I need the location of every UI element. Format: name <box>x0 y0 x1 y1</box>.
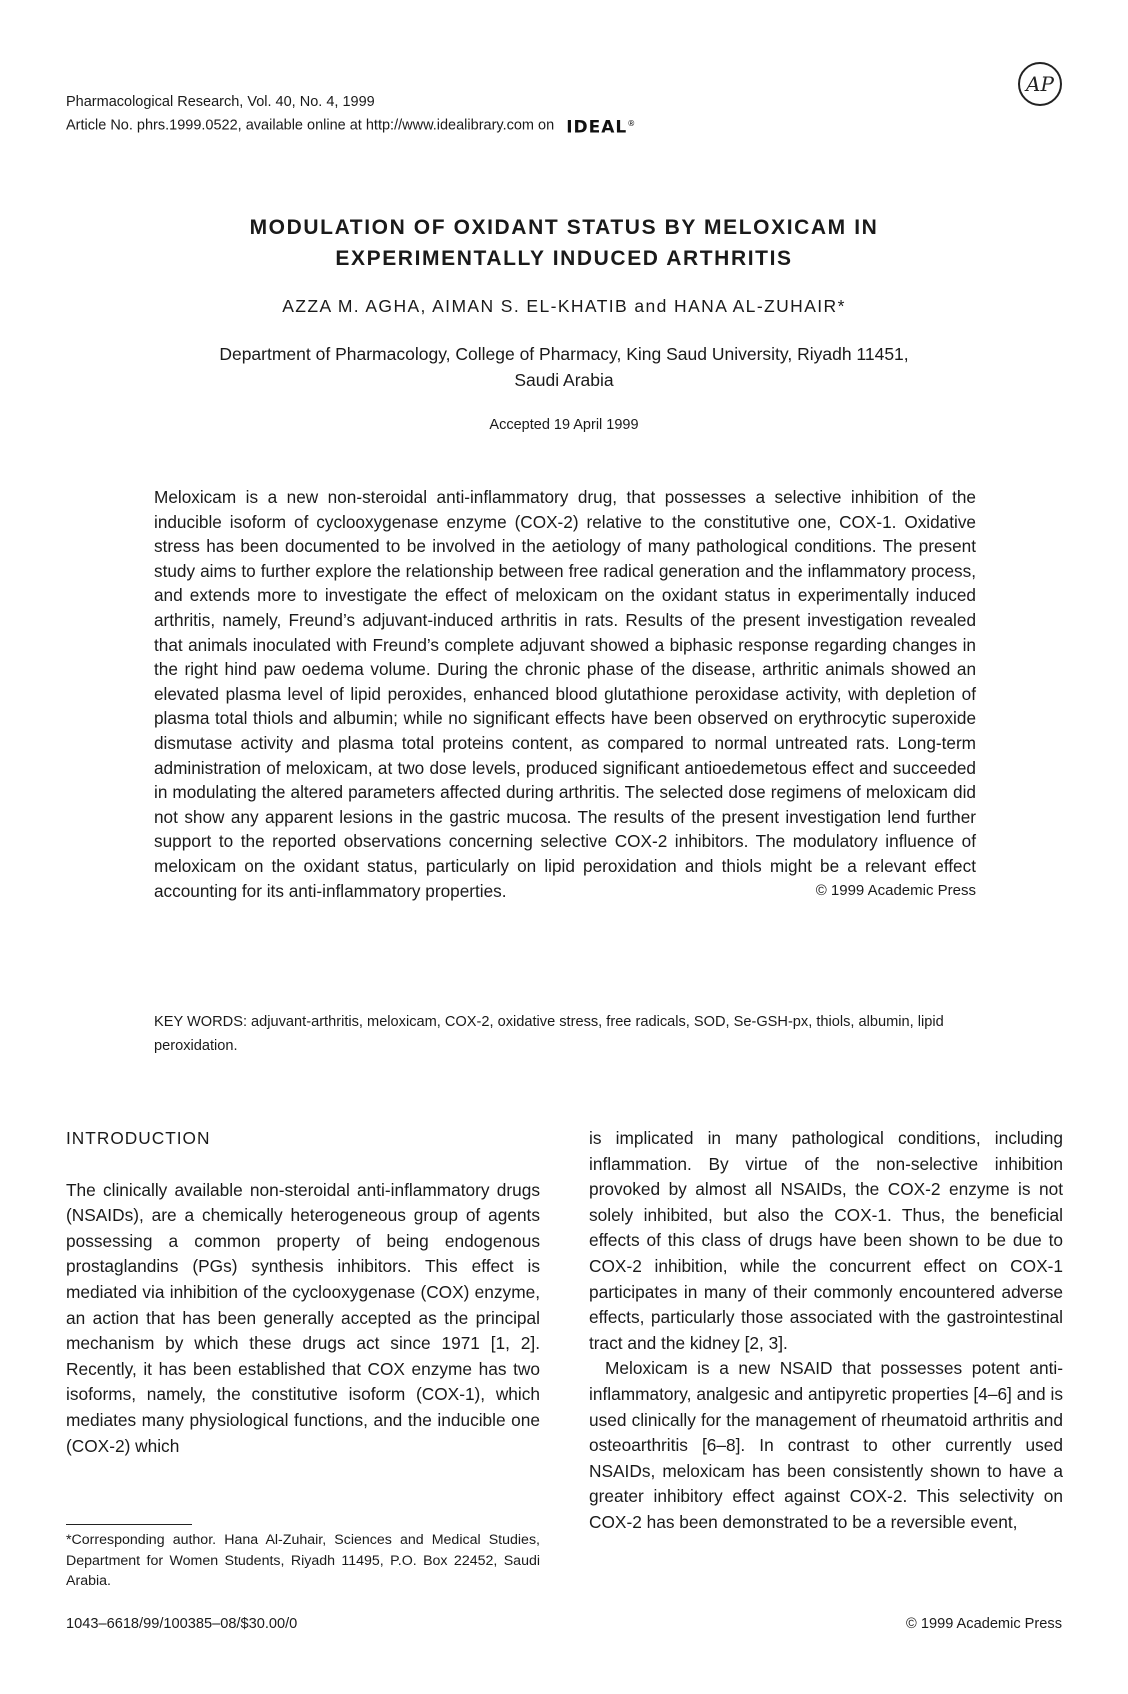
footer-copyright: © 1999 Academic Press <box>906 1616 1062 1632</box>
intro-paragraph-1: The clinically available non-steroidal anti-inflammatory drugs (NSAIDs), are a chemically heterogeneous group of agents possessing a common property of being endogenous prostaglandins (PGs) synthesis inhibitors. This effect is mediated via inhibition of the cyclooxygenase (COX) enzyme, an action that has been generally accepted as the principal mechanism by which these drugs act since 1971 [1, 2]. Recently, it has been established that COX enzyme has two isoforms, namely, the constitutive isoform (COX-1), which mediates many physiological functions, and the inducible one (COX-2) which <box>66 1179 540 1456</box>
intro-paragraph-3: Meloxicam is a new NSAID that possesses potent anti-inflammatory, analgesic and antipyretic properties [4–6] and is used clinically for the management of rheumatoid arthritis and osteoarthritis [6–8]. In contrast to other currently used NSAIDs, meloxicam has been consistently shown to have a greater inhibitory effect against COX-2. This selectivity on COX-2 has been demonstrated to be a reversible event, <box>589 1358 1063 1532</box>
abstract-copyright: © 1999 Academic Press <box>815 881 976 899</box>
author-list: AZZA M. AGHA, AIMAN S. EL-KHATIB and HANA AL-ZUHAIR* <box>282 296 846 316</box>
footer-code: 1043–6618/99/100385–08/$30.00/0 <box>66 1616 298 1632</box>
journal-citation: Pharmacological Research, Vol. 40, No. 4, 1999 <box>66 94 375 110</box>
affiliation-line-2: Saudi Arabia <box>514 370 614 390</box>
left-column <box>66 1126 540 1459</box>
abstract-text: Meloxicam is a new non-steroidal anti-inflammatory drug, that possesses a selective inhibition of the inducible isoform of cyclooxygenase enzyme (COX-2) relative to the constitutive one, COX-1. Oxidative stress has been documented to be involved in the aetiology of many pathological conditions. The present study aims to further explore the relationship between free radical generation and the inflammatory process, and extends more to investigate the effect of meloxicam on the oxidant status in experimentally induced arthritis, namely, Freund’s adjuvant-induced arthritis in rats. Results of the present investigation revealed that animals inoculated with Freund’s complete adjuvant showed a biphasic response regarding changes in the right hind paw oedema volume. During the chronic phase of the disease, arthritic animals showed an elevated plasma level of lipid peroxides, enhanced blood glutathione peroxidase activity, with depletion of plasma total thiols and albumin; while no significant effects have been observed on erythrocytic superoxide dismutase activity and plasma total proteins content, as compared to normal untreated rats. Long-term administration of meloxicam, at two dose levels, produced significant antioedemetous effect and succeeded in modulating the altered parameters affected during arthritis. The selected dose regimens of meloxicam did not show any apparent lesions in the gastric mucosa. The results of the present investigation lend further support to the reported observations concerning selective COX-2 inhibitors. The modulatory influence of meloxicam on the oxidant status, particularly on lipid peroxidation and thiols might be a relevant effect accounting for its anti-inflammatory properties. <box>154 487 976 901</box>
right-column <box>589 1126 1063 1536</box>
title-line-2: EXPERIMENTALLY INDUCED ARTHRITIS <box>335 247 793 270</box>
keywords <box>154 1010 976 1058</box>
ap-monogram-logo <box>1016 60 1064 108</box>
ideal-logo-text: IDEAL <box>566 117 628 138</box>
section-heading-introduction: INTRODUCTION <box>66 1128 211 1148</box>
affiliation-line-1: Department of Pharmacology, College of Pharmacy, King Saud University, Riyadh 11451, <box>219 344 909 364</box>
title-line-1: MODULATION OF OXIDANT STATUS BY MELOXICAM IN <box>249 216 879 239</box>
article-availability <box>66 113 636 139</box>
ap-logo-text: AP <box>1026 72 1054 96</box>
paper-title <box>120 212 1008 274</box>
ideal-logo-mark: ® <box>627 119 637 128</box>
ideal-logo <box>566 113 636 139</box>
accepted-date: Accepted 19 April 1999 <box>489 417 639 433</box>
affiliation <box>120 341 1008 393</box>
keywords-text: : adjuvant-arthritis, meloxicam, COX-2, oxidative stress, free radicals, SOD, Se-GSH-px, thiols, albumin, lipid peroxidation. <box>154 1014 944 1054</box>
journal-header <box>66 91 636 139</box>
abstract <box>154 485 976 903</box>
footnote-divider <box>66 1524 192 1525</box>
corresponding-author-footnote: *Corresponding author. Hana Al-Zuhair, Sciences and Medical Studies, Department for Women Students, Riyadh 11495, P.O. Box 22452, Saudi Arabia. <box>66 1532 540 1589</box>
article-availability-text: Article No. phrs.1999.0522, available online at http://www.idealibrary.com on <box>66 117 555 134</box>
intro-paragraph-2: is implicated in many pathological conditions, including inflammation. By virtue of the non-selective inhibition provoked by almost all NSAIDs, the COX-2 enzyme is not solely inhibited, but also the COX-1. Thus, the beneficial effects of this class of drugs have been shown to be due to COX-2 inhibition, while the concurrent effect on COX-1 participates in many of their commonly encountered adverse effects, particularly those associated with the gastrointestinal tract and the kidney [2, 3]. <box>589 1128 1063 1353</box>
keywords-label: KEY WORDS <box>154 1014 243 1030</box>
